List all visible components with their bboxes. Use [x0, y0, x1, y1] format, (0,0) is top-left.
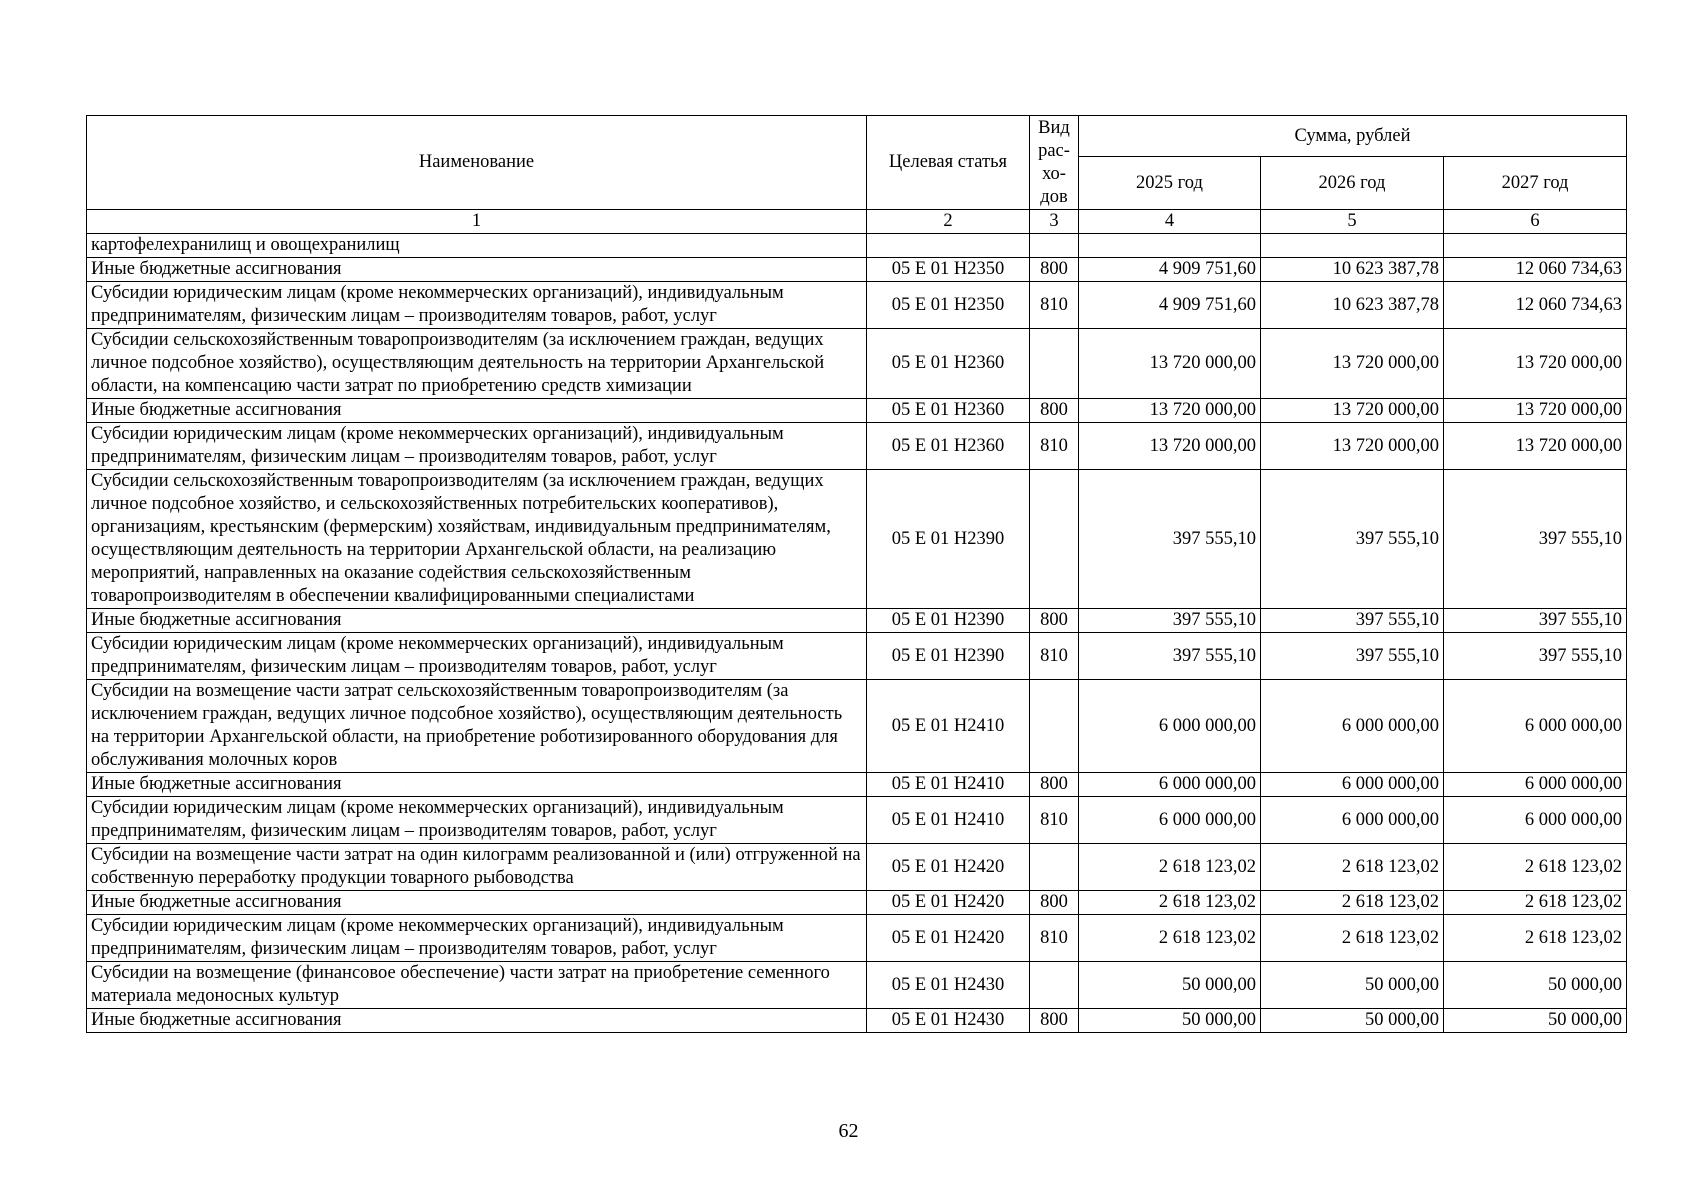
table-row	[87, 470, 1627, 609]
row-expense-type-cell	[1030, 680, 1079, 773]
table-row	[87, 773, 1627, 797]
row-amount-2026-cell: 397 555,10	[1261, 470, 1444, 609]
row-expense-type-cell: 800	[1030, 399, 1079, 423]
table-row	[87, 844, 1627, 891]
row-amount-2027-cell: 50 000,00	[1444, 962, 1627, 1009]
row-name-cell: Субсидии юридическим лицам (кроме некоммерческих организаций), индивидуальным предпринимателям, физическим лицам – производителям товаров, работ, услуг	[87, 797, 867, 844]
row-name-cell: Иные бюджетные ассигнования	[87, 258, 867, 282]
row-amount-2026-cell: 13 720 000,00	[1261, 399, 1444, 423]
row-amount-2025-cell: 6 000 000,00	[1079, 797, 1261, 844]
row-expense-type-cell	[1030, 470, 1079, 609]
table-row	[87, 399, 1627, 423]
row-target-article-cell: 05 Е 01 Н2410	[867, 773, 1030, 797]
header-sum: Сумма, рублей	[1079, 116, 1627, 157]
row-amount-2026-cell: 13 720 000,00	[1261, 329, 1444, 399]
header-year-2025: 2025 год	[1079, 157, 1261, 210]
row-expense-type-cell: 810	[1030, 633, 1079, 680]
row-name-cell: Субсидии сельскохозяйственным товаропроизводителям (за исключением граждан, ведущих личное подсобное хозяйство), осуществляющим деятельность на территории Архангельской области, на компенсацию части затрат по приобретению средств химизации	[87, 329, 867, 399]
row-amount-2027-cell: 397 555,10	[1444, 609, 1627, 633]
row-target-article-cell: 05 Е 01 Н2350	[867, 258, 1030, 282]
table-row	[87, 1009, 1627, 1033]
row-amount-2027-cell: 6 000 000,00	[1444, 680, 1627, 773]
row-target-article-cell: 05 Е 01 Н2360	[867, 329, 1030, 399]
row-expense-type-cell: 810	[1030, 282, 1079, 329]
row-name-cell: Субсидии юридическим лицам (кроме некоммерческих организаций), индивидуальным предпринимателям, физическим лицам – производителям товаров, работ, услуг	[87, 282, 867, 329]
header-year-2027: 2027 год	[1444, 157, 1627, 210]
row-amount-2027-cell: 6 000 000,00	[1444, 797, 1627, 844]
row-name-cell: картофелехранилищ и овощехранилищ	[87, 234, 867, 258]
row-amount-2026-cell: 397 555,10	[1261, 609, 1444, 633]
table-row	[87, 282, 1627, 329]
row-target-article-cell: 05 Е 01 Н2410	[867, 797, 1030, 844]
row-amount-2027-cell: 2 618 123,02	[1444, 844, 1627, 891]
row-expense-type-cell	[1030, 234, 1079, 258]
row-amount-2026-cell: 397 555,10	[1261, 633, 1444, 680]
row-amount-2026-cell: 50 000,00	[1261, 1009, 1444, 1033]
row-expense-type-cell: 810	[1030, 915, 1079, 962]
row-amount-2026-cell: 6 000 000,00	[1261, 680, 1444, 773]
row-amount-2026-cell: 13 720 000,00	[1261, 423, 1444, 470]
row-target-article-cell: 05 Е 01 Н2390	[867, 470, 1030, 609]
row-name-cell: Иные бюджетные ассигнования	[87, 773, 867, 797]
row-amount-2027-cell: 13 720 000,00	[1444, 399, 1627, 423]
table-row	[87, 609, 1627, 633]
row-expense-type-cell: 800	[1030, 258, 1079, 282]
row-target-article-cell: 05 Е 01 Н2430	[867, 1009, 1030, 1033]
row-expense-type-cell	[1030, 844, 1079, 891]
row-name-cell: Субсидии юридическим лицам (кроме некоммерческих организаций), индивидуальным предпринимателям, физическим лицам – производителям товаров, работ, услуг	[87, 423, 867, 470]
header-name: Наименование	[87, 116, 867, 210]
row-target-article-cell: 05 Е 01 Н2350	[867, 282, 1030, 329]
row-amount-2025-cell: 397 555,10	[1079, 633, 1261, 680]
table-row	[87, 962, 1627, 1009]
row-amount-2026-cell: 6 000 000,00	[1261, 773, 1444, 797]
row-amount-2025-cell: 6 000 000,00	[1079, 680, 1261, 773]
row-expense-type-cell: 800	[1030, 891, 1079, 915]
row-target-article-cell: 05 Е 01 Н2430	[867, 962, 1030, 1009]
table-row	[87, 423, 1627, 470]
row-amount-2027-cell: 50 000,00	[1444, 1009, 1627, 1033]
row-target-article-cell: 05 Е 01 Н2360	[867, 423, 1030, 470]
row-amount-2027-cell: 12 060 734,63	[1444, 282, 1627, 329]
row-name-cell: Субсидии на возмещение части затрат на один килограмм реализованной и (или) отгруженной на собственную переработку продукции товарного рыбоводства	[87, 844, 867, 891]
table-row	[87, 891, 1627, 915]
row-amount-2025-cell	[1079, 234, 1261, 258]
table-row	[87, 329, 1627, 399]
row-target-article-cell: 05 Е 01 Н2360	[867, 399, 1030, 423]
row-target-article-cell: 05 Е 01 Н2390	[867, 609, 1030, 633]
row-name-cell: Субсидии на возмещение (финансовое обеспечение) части затрат на приобретение семенного материала медоносных культур	[87, 962, 867, 1009]
row-name-cell: Иные бюджетные ассигнования	[87, 609, 867, 633]
row-name-cell: Иные бюджетные ассигнования	[87, 1009, 867, 1033]
table-row	[87, 633, 1627, 680]
row-amount-2025-cell: 397 555,10	[1079, 609, 1261, 633]
table-row	[87, 797, 1627, 844]
row-amount-2027-cell: 2 618 123,02	[1444, 891, 1627, 915]
column-number-row	[87, 210, 1627, 234]
row-amount-2025-cell: 50 000,00	[1079, 962, 1261, 1009]
column-number: 4	[1079, 210, 1261, 234]
row-amount-2027-cell	[1444, 234, 1627, 258]
header-target-article: Целевая статья	[867, 116, 1030, 210]
row-name-cell: Субсидии юридическим лицам (кроме некоммерческих организаций), индивидуальным предпринимателям, физическим лицам – производителям товаров, работ, услуг	[87, 915, 867, 962]
row-amount-2025-cell: 13 720 000,00	[1079, 423, 1261, 470]
table-row	[87, 258, 1627, 282]
table-row	[87, 234, 1627, 258]
header-year-2026: 2026 год	[1261, 157, 1444, 210]
row-amount-2025-cell: 6 000 000,00	[1079, 773, 1261, 797]
row-amount-2025-cell: 2 618 123,02	[1079, 891, 1261, 915]
budget-table	[86, 115, 1627, 1033]
column-number: 3	[1030, 210, 1079, 234]
row-amount-2025-cell: 50 000,00	[1079, 1009, 1261, 1033]
table-row	[87, 680, 1627, 773]
row-amount-2027-cell: 12 060 734,63	[1444, 258, 1627, 282]
column-number: 6	[1444, 210, 1627, 234]
table-body	[87, 234, 1627, 1033]
row-amount-2027-cell: 13 720 000,00	[1444, 329, 1627, 399]
column-number: 2	[867, 210, 1030, 234]
row-expense-type-cell: 800	[1030, 609, 1079, 633]
table-row	[87, 915, 1627, 962]
column-number: 5	[1261, 210, 1444, 234]
row-amount-2026-cell: 10 623 387,78	[1261, 282, 1444, 329]
row-target-article-cell: 05 Е 01 Н2420	[867, 915, 1030, 962]
row-amount-2027-cell: 6 000 000,00	[1444, 773, 1627, 797]
row-amount-2026-cell: 2 618 123,02	[1261, 844, 1444, 891]
row-amount-2027-cell: 2 618 123,02	[1444, 915, 1627, 962]
row-amount-2025-cell: 397 555,10	[1079, 470, 1261, 609]
row-expense-type-cell	[1030, 329, 1079, 399]
row-target-article-cell: 05 Е 01 Н2420	[867, 891, 1030, 915]
row-expense-type-cell	[1030, 962, 1079, 1009]
row-amount-2025-cell: 4 909 751,60	[1079, 258, 1261, 282]
page-number: 62	[838, 1120, 859, 1142]
row-name-cell: Иные бюджетные ассигнования	[87, 891, 867, 915]
header-expense-type: Вид рас- хо- дов	[1030, 116, 1079, 210]
row-amount-2025-cell: 4 909 751,60	[1079, 282, 1261, 329]
row-name-cell: Субсидии на возмещение части затрат сельскохозяйственным товаропроизводителям (за исключением граждан, ведущих личное подсобное хозяйство), осуществляющим деятельность на территории Архангельской области, на приобретение роботизированного оборудования для обслуживания молочных коров	[87, 680, 867, 773]
column-number: 1	[87, 210, 867, 234]
row-name-cell: Субсидии юридическим лицам (кроме некоммерческих организаций), индивидуальным предпринимателям, физическим лицам – производителям товаров, работ, услуг	[87, 633, 867, 680]
row-expense-type-cell: 800	[1030, 773, 1079, 797]
row-amount-2027-cell: 397 555,10	[1444, 470, 1627, 609]
row-amount-2026-cell: 2 618 123,02	[1261, 891, 1444, 915]
row-expense-type-cell: 810	[1030, 797, 1079, 844]
row-target-article-cell: 05 Е 01 Н2410	[867, 680, 1030, 773]
row-expense-type-cell: 800	[1030, 1009, 1079, 1033]
row-amount-2025-cell: 2 618 123,02	[1079, 844, 1261, 891]
row-amount-2026-cell: 10 623 387,78	[1261, 258, 1444, 282]
row-target-article-cell: 05 Е 01 Н2420	[867, 844, 1030, 891]
row-amount-2025-cell: 13 720 000,00	[1079, 329, 1261, 399]
row-amount-2026-cell: 6 000 000,00	[1261, 797, 1444, 844]
row-amount-2026-cell	[1261, 234, 1444, 258]
row-amount-2025-cell: 13 720 000,00	[1079, 399, 1261, 423]
row-target-article-cell	[867, 234, 1030, 258]
row-expense-type-cell: 810	[1030, 423, 1079, 470]
row-amount-2026-cell: 50 000,00	[1261, 962, 1444, 1009]
row-amount-2025-cell: 2 618 123,02	[1079, 915, 1261, 962]
row-amount-2027-cell: 13 720 000,00	[1444, 423, 1627, 470]
row-name-cell: Субсидии сельскохозяйственным товаропроизводителям (за исключением граждан, ведущих личное подсобное хозяйство, и сельскохозяйственных потребительских кооперативов), организациям, крестьянским (фермерским) хозяйствам, индивидуальным предпринимателям, осуществляющим деятельность на территории Архангельской области, на реализацию мероприятий, направленных на оказание содействия сельскохозяйственным товаропроизводителям в обеспечении квалифицированными специалистами	[87, 470, 867, 609]
row-amount-2027-cell: 397 555,10	[1444, 633, 1627, 680]
row-target-article-cell: 05 Е 01 Н2390	[867, 633, 1030, 680]
row-name-cell: Иные бюджетные ассигнования	[87, 399, 867, 423]
row-amount-2026-cell: 2 618 123,02	[1261, 915, 1444, 962]
